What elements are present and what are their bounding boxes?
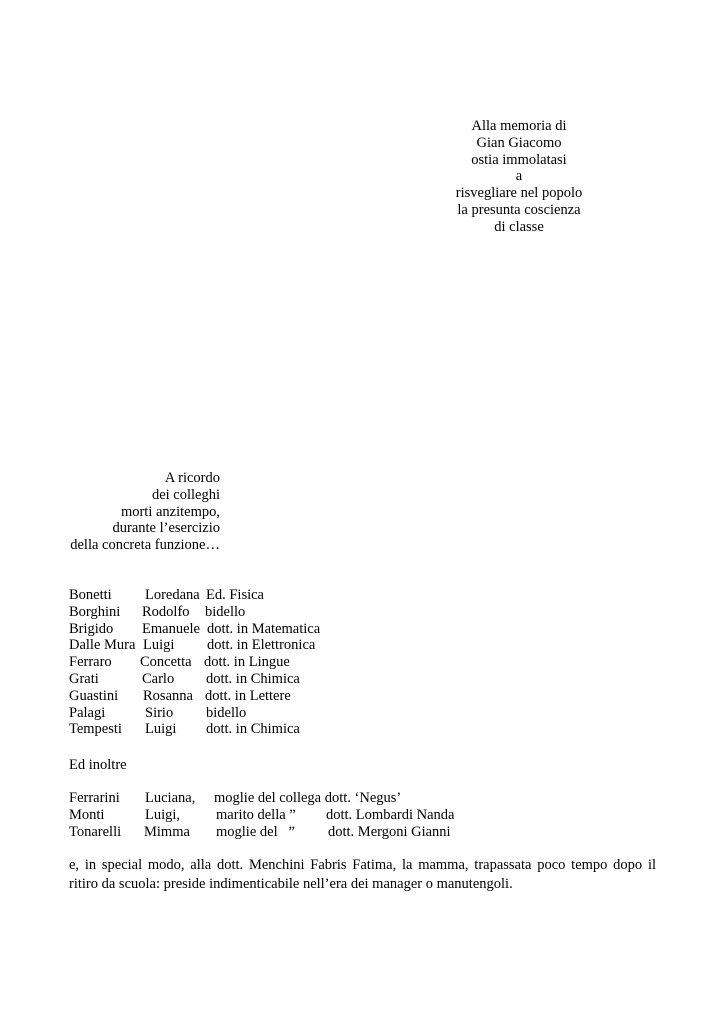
colleague-name: Loredana bbox=[145, 587, 200, 603]
colleague-role: dott. in Matematica bbox=[207, 620, 321, 637]
memorial-intro-line: durante l’esercizio bbox=[112, 520, 220, 537]
colleague-surname: Palagi bbox=[69, 704, 106, 721]
spouse-relation: marito della ” bbox=[216, 806, 296, 823]
colleague-role: bidello bbox=[205, 603, 246, 620]
colleague-surname: Bonetti bbox=[69, 587, 112, 603]
colleague-name: Luigi bbox=[145, 721, 177, 738]
colleague-name: Sirio bbox=[145, 704, 174, 721]
colleague-name: Rodolfo bbox=[142, 603, 190, 620]
colleague-role: dott. in Chimica bbox=[206, 721, 300, 738]
spouse-name: Mimma bbox=[144, 823, 190, 840]
colleague-name: Emanuele bbox=[142, 620, 200, 637]
colleague-role: Ed. Fisica bbox=[206, 587, 264, 603]
colleague-name: Carlo bbox=[142, 670, 175, 687]
spouse-name: Luciana, bbox=[145, 790, 196, 806]
memorial-intro-line: A ricordo bbox=[164, 470, 220, 486]
dedication-line: risvegliare nel popolo bbox=[455, 185, 583, 202]
colleague-name: Luigi bbox=[143, 637, 175, 654]
dedication-line: ostia immolatasi bbox=[471, 151, 567, 168]
section-heading-inoltre: Ed inoltre bbox=[69, 757, 127, 773]
colleague-surname: Dalle Mura bbox=[69, 637, 136, 654]
colleague-surname: Guastini bbox=[69, 687, 119, 704]
spouse-person: dott. Mergoni Gianni bbox=[328, 823, 451, 840]
colleague-name: Rosanna bbox=[143, 687, 193, 704]
colleague-role: dott. in Lettere bbox=[205, 687, 291, 704]
dedication bbox=[419, 118, 619, 236]
spouse-person: dott. Lombardi Nanda bbox=[326, 806, 455, 823]
memorial-intro bbox=[30, 470, 220, 554]
dedication-line: a bbox=[515, 168, 523, 185]
colleague-surname: Brigido bbox=[69, 620, 114, 637]
spouse-relation: moglie del collega dott. ‘Negus’ bbox=[214, 790, 402, 806]
memorial-intro-line: morti anzitempo, bbox=[120, 503, 220, 520]
colleague-role: dott. in Chimica bbox=[206, 670, 300, 687]
colleague-surname: Grati bbox=[69, 670, 99, 687]
dedication-line: Alla memoria di bbox=[471, 118, 567, 134]
spouse-relation: moglie del ” bbox=[216, 823, 295, 840]
colleague-name: Concetta bbox=[140, 654, 192, 671]
memorial-intro-line: della concreta funzione… bbox=[70, 537, 220, 554]
dedication-line: Gian Giacomo bbox=[476, 134, 562, 151]
colleague-surname: Ferraro bbox=[69, 654, 112, 671]
memorial-intro-line: dei colleghi bbox=[151, 486, 220, 503]
spouse-surname: Tonarelli bbox=[69, 823, 122, 840]
dedication-line: la presunta coscienza bbox=[457, 201, 581, 218]
colleague-role: dott. in Elettronica bbox=[207, 637, 316, 654]
spouse-name: Luigi, bbox=[145, 806, 181, 823]
spouse-surname: Monti bbox=[69, 806, 105, 823]
closing-paragraph: e, in special modo, alla dott. Menchini Fabris Fatima, la mamma, trapassata poco tempo dopo il ritiro da scuola: preside indimenticabile nell’era dei manager o manutengoli. bbox=[69, 857, 656, 892]
colleague-role: bidello bbox=[206, 704, 247, 721]
spouse-surname: Ferrarini bbox=[69, 790, 120, 806]
colleague-surname: Borghini bbox=[69, 603, 121, 620]
colleague-surname: Tempesti bbox=[69, 721, 122, 738]
dedication-line: di classe bbox=[494, 218, 544, 235]
colleague-role: dott. in Lingue bbox=[204, 654, 290, 671]
